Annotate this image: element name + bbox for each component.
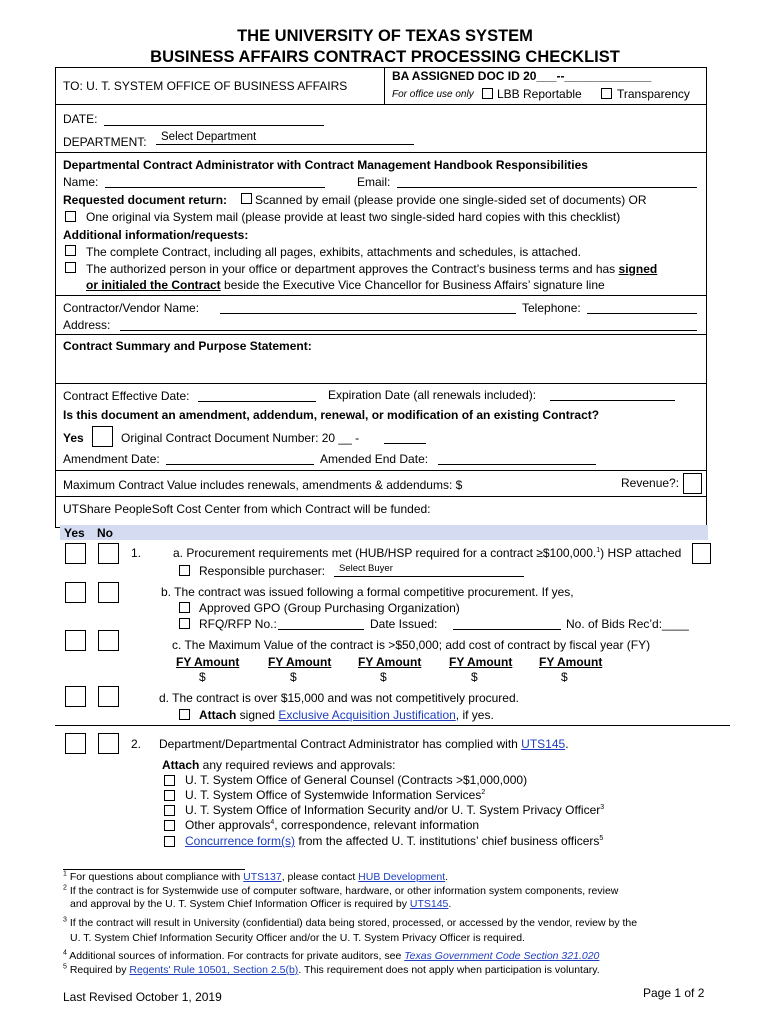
item1a-yes-box[interactable] bbox=[65, 543, 86, 564]
office-use-label: For office use only bbox=[392, 89, 474, 100]
item1a-main: a. Procurement requirements met (HUB/HSP required for a contract ≥$100,000. bbox=[173, 546, 597, 560]
fn4-gov-code-link[interactable]: Texas Government Code Section 321.020 bbox=[404, 950, 600, 962]
fy-amount-5[interactable]: $ bbox=[561, 670, 568, 684]
requested-return-label: Requested document return: bbox=[63, 193, 228, 207]
item1a-end: ) HSP attached bbox=[600, 546, 682, 560]
title-line-2: BUSINESS AFFAIRS CONTRACT PROCESSING CHECKLIST bbox=[150, 48, 620, 66]
fy-header-1: FY Amount bbox=[176, 655, 240, 669]
divider-contractor bbox=[55, 334, 706, 335]
scanned-checkbox[interactable] bbox=[241, 193, 252, 204]
fn3-line1: If the contract will result in University (confidential) data being stored, processed, or accessed by the vendor, review by the bbox=[66, 917, 638, 929]
name-field[interactable] bbox=[105, 174, 325, 188]
fy-amount-4[interactable]: $ bbox=[471, 670, 478, 684]
concurrence-rest: from the affected U. T. institutions’ chief business officers bbox=[295, 834, 600, 848]
review-other-text: Other approvals bbox=[185, 818, 271, 832]
fn2-uts145-link[interactable]: UTS145 bbox=[409, 898, 449, 910]
attach-reviews-bold: Attach bbox=[162, 758, 200, 772]
frame-to-split bbox=[384, 67, 385, 104]
telephone-label: Telephone: bbox=[522, 301, 581, 315]
expiration-label: Expiration Date (all renewals included): bbox=[328, 388, 537, 402]
frame-to-divider bbox=[55, 104, 706, 105]
department-select[interactable] bbox=[156, 131, 414, 145]
amendment-date-label: Amendment Date: bbox=[63, 452, 160, 466]
review-sis-sup: 2 bbox=[481, 789, 486, 796]
admin-heading: Departmental Contract Administrator with Contract Management Handbook Responsibilities bbox=[63, 158, 588, 172]
attach-bold: Attach bbox=[199, 708, 237, 722]
date-issued-label: Date Issued: bbox=[370, 617, 438, 631]
footnote-3-line2: U. T. System Chief Information Security Officer and/or the U. T. System Privacy Officer is required. bbox=[70, 932, 525, 944]
responsible-purchaser-label: Responsible purchaser: bbox=[199, 564, 326, 578]
fn5-b: . This requirement does not apply when participation is voluntary. bbox=[298, 964, 600, 976]
attach-eaj-checkbox[interactable] bbox=[179, 709, 190, 720]
checklist-header-bar bbox=[60, 525, 708, 540]
review-sis-text: U. T. System Office of Systemwide Information Services bbox=[185, 788, 482, 802]
original-option: One original via System mail (please provide at least two single-sided hard copies with this checklist) bbox=[86, 210, 621, 224]
authorized-text-a: The authorized person in your office or department approves the Contract’s business terms and has bbox=[86, 262, 619, 276]
fn5-num: 5 bbox=[63, 963, 67, 971]
concurrence-checkbox[interactable] bbox=[164, 836, 175, 847]
fy-amount-3[interactable]: $ bbox=[380, 670, 387, 684]
review-iso-checkbox[interactable] bbox=[164, 805, 175, 816]
item1a-sup: 1 bbox=[596, 547, 601, 554]
frame-left bbox=[55, 67, 56, 528]
revenue-checkbox[interactable] bbox=[683, 473, 702, 494]
fn2-line1: If the contract is for Systemwide use of computer software, hardware, or other information system components, review bbox=[66, 885, 619, 897]
authorized-text-d: beside the Executive Vice Chancellor for Business Affairs’ signature line bbox=[220, 278, 605, 292]
review-other-checkbox[interactable] bbox=[164, 820, 175, 831]
summary-label: Contract Summary and Purpose Statement: bbox=[63, 339, 312, 353]
divider-max bbox=[55, 496, 706, 497]
item2-main: Department/Departmental Contract Administrator has complied with bbox=[159, 737, 522, 751]
divider-dept bbox=[55, 152, 706, 153]
amended-end-field[interactable] bbox=[438, 451, 596, 465]
title-line-1: THE UNIVERSITY OF TEXAS SYSTEM bbox=[237, 27, 533, 45]
bids-label: No. of Bids Rec’d:____ bbox=[566, 617, 689, 631]
responsible-purchaser-checkbox[interactable] bbox=[179, 565, 190, 576]
effective-date-label: Contract Effective Date: bbox=[63, 389, 190, 403]
telephone-field[interactable] bbox=[587, 300, 697, 314]
department-value: Select Department bbox=[161, 131, 257, 143]
item1c-yes-box[interactable] bbox=[65, 630, 86, 651]
review-iso-label bbox=[185, 803, 604, 817]
complete-contract-checkbox[interactable] bbox=[65, 245, 76, 256]
fy-header-3: FY Amount bbox=[358, 655, 422, 669]
amendment-yes-checkbox[interactable] bbox=[92, 426, 113, 447]
fy-amount-2[interactable]: $ bbox=[290, 670, 297, 684]
address-field[interactable] bbox=[120, 317, 697, 331]
fn1-hub-link[interactable]: HUB Development bbox=[358, 871, 446, 883]
item1b-no-box[interactable] bbox=[98, 582, 119, 603]
fn4-num: 4 bbox=[63, 949, 67, 957]
checklist-yes-header: Yes bbox=[64, 526, 85, 540]
fn1-a: For questions about compliance with bbox=[66, 871, 244, 883]
review-iso-sup: 3 bbox=[600, 804, 605, 811]
cost-center-label: UTShare PeopleSoft Cost Center from which Contract will be funded: bbox=[63, 502, 431, 516]
date-issued-field[interactable] bbox=[453, 616, 561, 630]
uts145-link[interactable]: UTS145 bbox=[521, 737, 566, 751]
fn1-c: . bbox=[445, 871, 449, 883]
complete-contract-text: The complete Contract, including all pages, exhibits, attachments and schedules, is attached. bbox=[86, 245, 581, 259]
frame-right bbox=[706, 67, 707, 528]
fn5-a: Required by bbox=[66, 964, 130, 976]
scanned-option: Scanned by email (please provide one single-sided set of documents) OR bbox=[255, 193, 647, 207]
fy-header-2: FY Amount bbox=[268, 655, 332, 669]
item1a-no-box[interactable] bbox=[98, 543, 119, 564]
transparency-checkbox[interactable] bbox=[601, 88, 612, 99]
item1b-text: b. The contract was issued following a formal competitive procurement. If yes, bbox=[161, 585, 574, 599]
original-checkbox[interactable] bbox=[65, 211, 76, 222]
rfq-label: RFQ/RFP No.: bbox=[199, 617, 277, 631]
item1b-yes-box[interactable] bbox=[65, 582, 86, 603]
email-field[interactable] bbox=[397, 174, 697, 188]
original-doc-field[interactable] bbox=[384, 430, 426, 444]
amendment-question: Is this document an amendment, addendum, renewal, or modification of an existing Contract? bbox=[63, 408, 600, 422]
approved-gpo-label: Approved GPO (Group Purchasing Organization) bbox=[199, 601, 460, 615]
attach-reviews bbox=[162, 758, 395, 772]
revenue-label: Revenue?: bbox=[621, 476, 680, 490]
fn1-uts137-link[interactable]: UTS137 bbox=[243, 871, 282, 883]
review-other-sup: 4 bbox=[270, 819, 275, 826]
review-other-rest: , correspondence, relevant information bbox=[274, 818, 480, 832]
item2-period: . bbox=[565, 737, 569, 751]
eaj-link[interactable]: Exclusive Acquisition Justification bbox=[278, 708, 456, 722]
fn1-num: 1 bbox=[63, 870, 67, 878]
footnote-5 bbox=[63, 964, 600, 976]
footnote-4 bbox=[63, 950, 599, 962]
divider-amendment bbox=[55, 470, 706, 471]
footnote-3-line1 bbox=[63, 917, 637, 929]
fn4-a: Additional sources of information. For contracts for private auditors, see bbox=[66, 950, 405, 962]
attach-signed: signed bbox=[236, 708, 279, 722]
divider-admin bbox=[55, 295, 706, 296]
frame-top bbox=[55, 67, 706, 68]
fn2-num: 2 bbox=[63, 884, 67, 892]
item1d-text: d. The contract is over $15,000 and was not competitively procured. bbox=[159, 691, 519, 705]
fn1-b: , please contact bbox=[281, 871, 359, 883]
authorized-text-line2 bbox=[86, 278, 605, 292]
effective-date-field[interactable] bbox=[198, 388, 316, 402]
buyer-select[interactable] bbox=[334, 563, 524, 577]
fy-header-5: FY Amount bbox=[539, 655, 603, 669]
fn2-line2b: . bbox=[448, 898, 452, 910]
date-label: DATE: bbox=[63, 112, 98, 126]
item1c-text: c. The Maximum Value of the contract is >$50,000; add cost of contract by fiscal year (FY) bbox=[172, 638, 651, 652]
authorized-signed: signed bbox=[618, 262, 658, 276]
authorized-initialed: or initialed the Contract bbox=[86, 278, 221, 292]
name-label: Name: bbox=[63, 175, 99, 189]
lbb-label: LBB Reportable bbox=[497, 87, 582, 101]
review-sis-label bbox=[185, 788, 485, 802]
department-label: DEPARTMENT: bbox=[63, 135, 147, 149]
review-sis-checkbox[interactable] bbox=[164, 790, 175, 801]
buyer-value: Select Buyer bbox=[339, 563, 393, 574]
review-iso-text: U. T. System Office of Information Security and/or U. T. System Privacy Officer bbox=[185, 803, 601, 817]
item2-no-box[interactable] bbox=[98, 733, 119, 754]
date-field[interactable] bbox=[104, 112, 324, 126]
lbb-checkbox[interactable] bbox=[482, 88, 493, 99]
authorized-text-line1 bbox=[86, 262, 657, 276]
attach-reviews-rest: any required reviews and approvals: bbox=[199, 758, 396, 772]
item1d-yes-box[interactable] bbox=[65, 686, 86, 707]
contractor-label: Contractor/Vendor Name: bbox=[63, 301, 200, 315]
fy-amount-1[interactable]: $ bbox=[199, 670, 206, 684]
item1d-no-box[interactable] bbox=[98, 686, 119, 707]
item1a-text bbox=[173, 546, 681, 560]
rfq-field[interactable] bbox=[278, 616, 364, 630]
attach-eaj-text bbox=[199, 708, 494, 722]
footnote-2-line1 bbox=[63, 885, 618, 897]
footnote-1 bbox=[63, 871, 448, 883]
address-label: Address: bbox=[63, 318, 111, 332]
last-revised: Last Revised October 1, 2019 bbox=[63, 990, 222, 1004]
contractor-field[interactable] bbox=[220, 300, 516, 314]
item2-yes-box[interactable] bbox=[65, 733, 86, 754]
amended-end-label: Amended End Date: bbox=[320, 452, 429, 466]
concurrence-sup: 5 bbox=[599, 835, 604, 842]
footnote-rule bbox=[63, 869, 245, 870]
divider-item1 bbox=[55, 725, 730, 726]
checklist-no-header: No bbox=[97, 526, 113, 540]
rfq-checkbox[interactable] bbox=[179, 618, 190, 629]
approved-gpo-checkbox[interactable] bbox=[179, 602, 190, 613]
authorized-checkbox[interactable] bbox=[65, 262, 76, 273]
hsp-attached-checkbox[interactable] bbox=[692, 543, 711, 564]
item1c-no-box[interactable] bbox=[98, 630, 119, 651]
page-number: Page 1 of 2 bbox=[643, 986, 705, 1000]
fn3-num: 3 bbox=[63, 916, 67, 924]
ba-doc-id: BA ASSIGNED DOC ID 20___--_____________ bbox=[392, 69, 652, 83]
original-doc-label: Original Contract Document Number: 20 __ - bbox=[121, 431, 360, 445]
review-ogc-label: U. T. System Office of General Counsel (Contracts >$1,000,000) bbox=[185, 773, 528, 787]
if-yes: , if yes. bbox=[455, 708, 494, 722]
review-ogc-checkbox[interactable] bbox=[164, 775, 175, 786]
fn5-regents-link[interactable]: Regents' Rule 10501, Section 2.5(b) bbox=[129, 964, 299, 976]
max-value-label: Maximum Contract Value includes renewals, amendments & addendums: $ bbox=[63, 478, 463, 492]
fy-header-4: FY Amount bbox=[449, 655, 513, 669]
expiration-field[interactable] bbox=[550, 387, 675, 401]
footnote-2-line2 bbox=[70, 898, 451, 910]
email-label: Email: bbox=[357, 175, 391, 189]
transparency-label: Transparency bbox=[617, 87, 690, 101]
concurrence-label bbox=[185, 834, 603, 848]
yes-label: Yes bbox=[63, 431, 84, 445]
item1-number: 1. bbox=[131, 546, 142, 560]
item2-text bbox=[159, 737, 569, 751]
fn2-line2a: and approval by the U. T. System Chief Information Officer is required by bbox=[70, 898, 410, 910]
concurrence-link[interactable]: Concurrence form(s) bbox=[185, 834, 296, 848]
to-label: TO: U. T. SYSTEM OFFICE OF BUSINESS AFFAIRS bbox=[63, 79, 348, 93]
item2-number: 2. bbox=[131, 737, 142, 751]
divider-summary bbox=[55, 383, 706, 384]
amendment-date-field[interactable] bbox=[166, 451, 314, 465]
review-other-label bbox=[185, 818, 479, 832]
additional-heading: Additional information/requests: bbox=[63, 228, 249, 242]
